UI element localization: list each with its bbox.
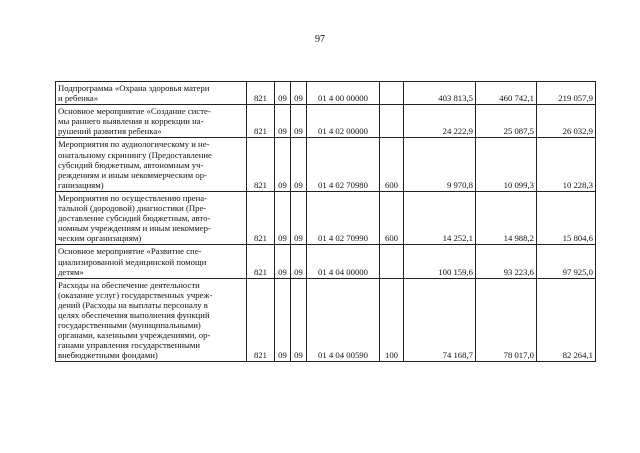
table-row <box>56 138 596 191</box>
item-name-cell <box>56 245 247 278</box>
item-name-line: ческим организациям) <box>58 233 142 244</box>
item-name-line: (оказание услуг) государственных учреж- <box>58 289 213 300</box>
amount-year1-cell: 403 813,5 <box>404 82 476 105</box>
item-name-line: целях обеспечения выполнения функций <box>58 309 210 320</box>
item-name-line: циализированной медицинской помощи <box>58 256 207 267</box>
item-name-line: внебюджетными фондами) <box>58 350 158 361</box>
subsection-code-cell: 09 <box>291 278 307 362</box>
budget-table <box>55 81 596 362</box>
item-name-line: Мероприятия по аудиологическому и не- <box>58 139 210 150</box>
section-code-cell: 09 <box>275 245 291 278</box>
item-name-cell <box>56 138 247 191</box>
amount-year2-cell: 78 017,0 <box>476 278 537 362</box>
amount-year2-cell: 93 223,6 <box>476 245 537 278</box>
table-row <box>56 82 596 105</box>
item-name-line: субсидий бюджетным, автономным уч- <box>58 159 204 170</box>
target-article-cell: 01 4 04 00000 <box>307 245 380 278</box>
item-name-cell <box>56 191 247 244</box>
subsection-code-cell: 09 <box>291 191 307 244</box>
amount-year3-cell: 219 057,9 <box>537 82 596 105</box>
item-name-line: рушений развития ребенка» <box>58 126 162 137</box>
expense-type-cell <box>380 105 404 138</box>
amount-year3-cell: 26 032,9 <box>537 105 596 138</box>
expense-type-cell <box>380 82 404 105</box>
item-name-line: Подпрограмма «Охрана здоровья матери <box>58 83 210 93</box>
section-code-cell: 09 <box>275 278 291 362</box>
expense-type-cell: 600 <box>380 191 404 244</box>
ministry-code-cell: 821 <box>247 191 275 244</box>
page-number: 97 <box>315 34 325 45</box>
item-name-line: дений (Расходы на выплаты персоналу в <box>58 299 208 310</box>
item-name-line: доставление субсидий бюджетным, авто- <box>58 213 211 224</box>
target-article-cell: 01 4 02 00000 <box>307 105 380 138</box>
ministry-code-cell: 821 <box>247 278 275 362</box>
target-article-cell: 01 4 02 70990 <box>307 191 380 244</box>
amount-year3-cell: 82 264,1 <box>537 278 596 362</box>
item-name-line: тальной (дородовой) диагностики (Пре- <box>58 203 207 214</box>
ministry-code-cell: 821 <box>247 245 275 278</box>
table-row <box>56 105 596 138</box>
item-name-line: детям» <box>58 266 84 277</box>
ministry-code-cell: 821 <box>247 105 275 138</box>
item-name-cell <box>56 278 247 362</box>
item-name-line: Мероприятия по осуществлению пренa- <box>58 192 208 203</box>
subsection-code-cell: 09 <box>291 138 307 191</box>
section-code-cell: 09 <box>275 82 291 105</box>
amount-year3-cell: 10 228,3 <box>537 138 596 191</box>
item-name-line: органами, казенными учреждениями, ор- <box>58 330 211 341</box>
amount-year1-cell: 100 159,6 <box>404 245 476 278</box>
expense-type-cell: 600 <box>380 138 404 191</box>
expense-type-cell <box>380 245 404 278</box>
amount-year1-cell: 74 168,7 <box>404 278 476 362</box>
target-article-cell: 01 4 04 00590 <box>307 278 380 362</box>
table-body <box>56 82 596 362</box>
item-name-line: Основное мероприятие «Развитие спе- <box>58 246 202 257</box>
subsection-code-cell: 09 <box>291 82 307 105</box>
subsection-code-cell: 09 <box>291 245 307 278</box>
subsection-code-cell: 09 <box>291 105 307 138</box>
section-code-cell: 09 <box>275 191 291 244</box>
section-code-cell: 09 <box>275 105 291 138</box>
amount-year3-cell: 97 925,0 <box>537 245 596 278</box>
expense-type-cell: 100 <box>380 278 404 362</box>
target-article-cell: 01 4 00 00000 <box>307 82 380 105</box>
item-name-line: Основное мероприятие «Создание систе- <box>58 106 211 117</box>
amount-year2-cell: 14 988,2 <box>476 191 537 244</box>
item-name-line: номным учреждениям и иным некоммер- <box>58 223 211 234</box>
item-name-line: мы раннего выявления и коррекции на- <box>58 116 204 127</box>
target-article-cell: 01 4 02 70980 <box>307 138 380 191</box>
item-name-line: онатальному скринингу (Предоставление <box>58 149 212 160</box>
table-row <box>56 245 596 278</box>
item-name-line: реждениям и иным некоммерческим ор- <box>58 169 207 180</box>
section-code-cell: 09 <box>275 138 291 191</box>
amount-year1-cell: 14 252,1 <box>404 191 476 244</box>
item-name-line: ганизациям) <box>58 179 104 190</box>
table-row <box>56 278 596 362</box>
table-row <box>56 191 596 244</box>
ministry-code-cell: 821 <box>247 138 275 191</box>
item-name-cell <box>56 82 247 105</box>
amount-year2-cell: 10 099,3 <box>476 138 537 191</box>
item-name-line: ганами управления государственными <box>58 340 200 351</box>
item-name-line: и ребенка» <box>58 93 99 104</box>
item-name-line: государственными (муниципальными) <box>58 320 201 331</box>
amount-year3-cell: 15 804,6 <box>537 191 596 244</box>
amount-year1-cell: 9 970,8 <box>404 138 476 191</box>
item-name-cell <box>56 105 247 138</box>
amount-year2-cell: 25 087,5 <box>476 105 537 138</box>
amount-year1-cell: 24 222,9 <box>404 105 476 138</box>
ministry-code-cell: 821 <box>247 82 275 105</box>
amount-year2-cell: 460 742,1 <box>476 82 537 105</box>
item-name-line: Расходы на обеспечение деятельности <box>58 279 200 290</box>
